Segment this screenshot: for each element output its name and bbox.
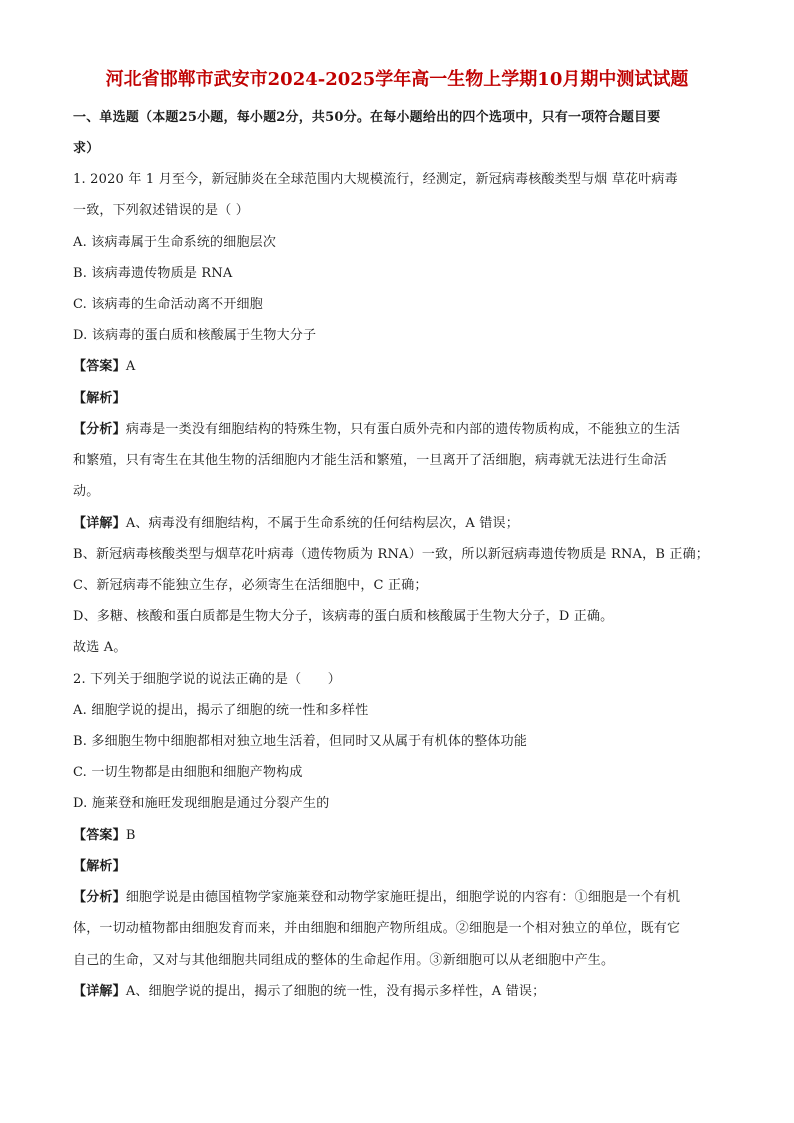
q2-option-a: A. 细胞学说的提出，揭示了细胞的统一性和多样性 bbox=[73, 703, 369, 718]
q1-option-d: D. 该病毒的蛋白质和核酸属于生物大分子 bbox=[73, 328, 317, 343]
q1-stem-line2: 一致，下列叙述错误的是（ ） bbox=[73, 203, 249, 218]
q1-fenxi-tag: 【分析】 bbox=[73, 422, 126, 437]
q2-fenxi-line3: 自己的生命，又对与其他细胞共同组成的整体的生命起作用。③新细胞可以从老细胞中产生。 bbox=[73, 953, 615, 968]
q1-analysis-tag: 【解析】 bbox=[73, 391, 126, 406]
q1-fenxi-text1: 病毒是一类没有细胞结构的特殊生物，只有蛋白质外壳和内部的遗传物质构成，不能独立的生活 bbox=[125, 422, 681, 437]
q1-xiangjie-line4: D、多糖、核酸和蛋白质都是生物大分子，该病毒的蛋白质和核酸属于生物大分子，D 正确。 bbox=[73, 609, 614, 624]
page-title: 河北省邯郸市武安市2024-2025学年高一生物上学期10月期中测试试题 bbox=[105, 69, 689, 90]
q1-xiangjie-line3: C、新冠病毒不能独立生存，必须寄生在活细胞中，C 正确； bbox=[73, 578, 428, 593]
section-heading-line2: 求） bbox=[73, 141, 100, 156]
q2-answer-value: B bbox=[125, 828, 136, 843]
q1-option-a: A. 该病毒属于生命系统的细胞层次 bbox=[73, 235, 277, 250]
q1-answer-value: A bbox=[125, 359, 136, 374]
q2-xiangjie-tag: 【详解】 bbox=[73, 984, 126, 999]
q1-answer-line bbox=[73, 357, 733, 377]
q2-analysis-tag: 【解析】 bbox=[73, 859, 126, 874]
q1-answer-tag: 【答案】 bbox=[73, 359, 126, 374]
q1-option-b: B. 该病毒遗传物质是 RNA bbox=[73, 266, 233, 281]
q1-stem-line1: 1. 2020 年 1 月至今，新冠肺炎在全球范围内大规模流行，经测定，新冠病毒核酸类型与烟 草花叶病毒 bbox=[73, 172, 678, 187]
q2-fenxi-line1 bbox=[73, 888, 733, 908]
q2-answer-line bbox=[73, 826, 733, 846]
q1-fenxi-line3: 动。 bbox=[73, 484, 100, 499]
q1-option-c: C. 该病毒的生命活动离不开细胞 bbox=[73, 297, 263, 312]
q2-option-b: B. 多细胞生物中细胞都相对独立地生活着，但同时又从属于有机体的整体功能 bbox=[73, 734, 528, 749]
q1-fenxi-line1 bbox=[73, 420, 733, 440]
q2-xiangjie-line1 bbox=[73, 982, 733, 1002]
q2-stem: 2. 下列关于细胞学说的说法正确的是（ ） bbox=[73, 672, 341, 687]
q1-fenxi-line2: 和繁殖，只有寄生在其他生物的活细胞内才能生活和繁殖，一旦离开了活细胞，病毒就无法进行生命活 bbox=[73, 453, 668, 468]
q1-xiangjie-line2: B、新冠病毒核酸类型与烟草花叶病毒（遗传物质为 RNA）一致，所以新冠病毒遗传物质是 RNA，B 正确； bbox=[73, 547, 710, 562]
section-heading-line1: 一、单选题（本题25小题，每小题2分，共50分。在每小题给出的四个选项中，只有一项符合题目要 bbox=[73, 110, 661, 125]
q2-answer-tag: 【答案】 bbox=[73, 828, 126, 843]
q1-xiangjie-line1 bbox=[73, 514, 733, 534]
q1-xiangjie-tag: 【详解】 bbox=[73, 516, 126, 531]
q2-fenxi-text1: 细胞学说是由德国植物学家施莱登和动物学家施旺提出，细胞学说的内容有：①细胞是一个有机 bbox=[125, 890, 681, 905]
q2-fenxi-tag: 【分析】 bbox=[73, 890, 126, 905]
q2-xiangjie-text1: A、细胞学说的提出，揭示了细胞的统一性，没有揭示多样性，A 错误； bbox=[125, 984, 546, 999]
q1-conclusion: 故选 A。 bbox=[73, 640, 127, 655]
q1-xiangjie-text1: A、病毒没有细胞结构，不属于生命系统的任何结构层次，A 错误； bbox=[125, 516, 519, 531]
q2-option-d: D. 施莱登和施旺发现细胞是通过分裂产生的 bbox=[73, 796, 330, 811]
q2-option-c: C. 一切生物都是由细胞和细胞产物构成 bbox=[73, 765, 303, 780]
q2-fenxi-line2: 体，一切动植物都由细胞发育而来，并由细胞和细胞产物所组成。②细胞是一个相对独立的单位，既有它 bbox=[73, 921, 681, 936]
